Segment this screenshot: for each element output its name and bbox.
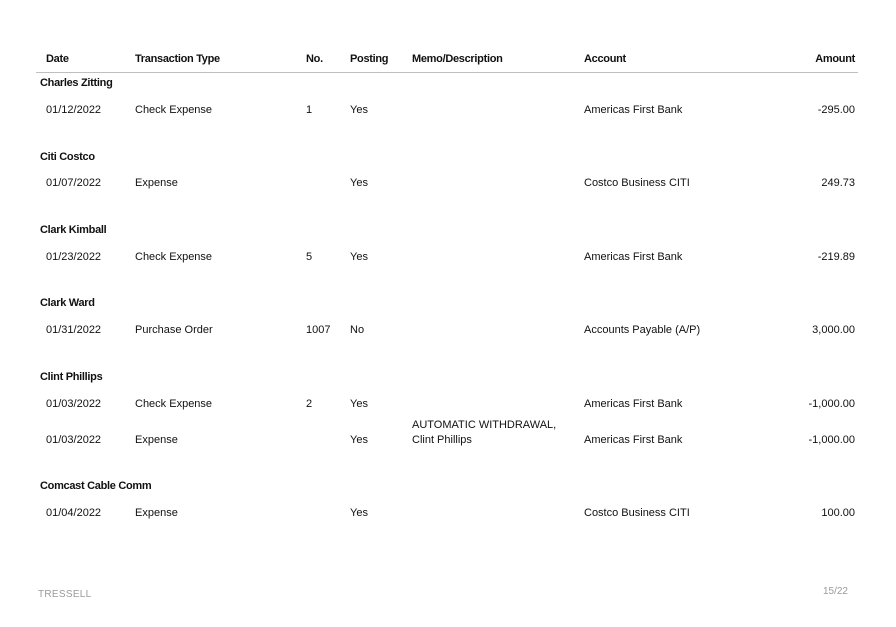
row-account: Accounts Payable (A/P) — [584, 324, 701, 336]
row-account: Costco Business CITI — [584, 507, 690, 519]
header-memo: Memo/Description — [412, 53, 503, 65]
table-row — [36, 323, 858, 339]
row-amount: 249.73 — [821, 177, 855, 189]
row-posting: Yes — [350, 434, 368, 446]
row-type: Expense — [135, 177, 178, 189]
page-number: 15/22 — [822, 586, 848, 597]
row-date: 01/04/2022 — [46, 507, 102, 519]
row-posting: Yes — [350, 251, 368, 263]
row-date: 01/31/2022 — [46, 324, 102, 336]
row-memo: AUTOMATIC WITHDRAWAL, Clint Phillips — [412, 419, 557, 446]
header-posting: Posting — [350, 53, 389, 65]
header-amount: Amount — [815, 53, 855, 65]
row-posting: Yes — [350, 104, 368, 116]
group-name: Comcast Cable Comm — [40, 480, 152, 492]
row-type: Check Expense — [135, 398, 213, 410]
group-name: Clint Phillips — [40, 371, 103, 383]
row-no: 1007 — [306, 324, 331, 336]
transaction-report — [36, 0, 860, 627]
row-amount: 100.00 — [821, 507, 855, 519]
table-row — [36, 397, 858, 413]
row-posting: Yes — [350, 177, 368, 189]
row-account: Americas First Bank — [584, 434, 683, 446]
row-account: Americas First Bank — [584, 398, 683, 410]
row-date: 01/03/2022 — [46, 434, 102, 446]
table-row — [36, 103, 858, 119]
row-account: Americas First Bank — [584, 104, 683, 116]
header-no: No. — [306, 53, 323, 65]
row-posting: No — [350, 324, 365, 336]
row-type: Check Expense — [135, 251, 213, 263]
group-name: Citi Costco — [40, 151, 95, 163]
row-date: 01/03/2022 — [46, 398, 102, 410]
header-account: Account — [584, 53, 626, 65]
row-date: 01/23/2022 — [46, 251, 102, 263]
group-name: Charles Zitting — [40, 77, 113, 89]
row-amount: -1,000.00 — [808, 434, 855, 446]
row-amount: -1,000.00 — [808, 398, 855, 410]
row-no: 1 — [306, 104, 313, 116]
row-account: Costco Business CITI — [584, 177, 690, 189]
row-no: 5 — [306, 251, 313, 263]
row-type: Expense — [135, 434, 178, 446]
table-row — [36, 176, 858, 192]
row-posting: Yes — [350, 398, 368, 410]
header-transaction-type: Transaction Type — [135, 53, 220, 65]
header-date: Date — [46, 53, 69, 65]
row-amount: -295.00 — [817, 104, 855, 116]
footer-brand: TRESSELL — [38, 589, 92, 600]
group-name: Clark Kimball — [40, 224, 107, 236]
table-row — [36, 419, 858, 449]
row-date: 01/12/2022 — [46, 104, 102, 116]
row-no: 2 — [306, 398, 313, 410]
row-type: Check Expense — [135, 104, 213, 116]
row-amount: -219.89 — [817, 251, 855, 263]
table-row — [36, 506, 858, 522]
row-type: Expense — [135, 507, 178, 519]
row-type: Purchase Order — [135, 324, 213, 336]
table-header — [36, 50, 858, 73]
row-posting: Yes — [350, 507, 368, 519]
table-row — [36, 250, 858, 266]
row-date: 01/07/2022 — [46, 177, 102, 189]
row-amount: 3,000.00 — [812, 324, 855, 336]
group-name: Clark Ward — [40, 297, 95, 309]
row-account: Americas First Bank — [584, 251, 683, 263]
